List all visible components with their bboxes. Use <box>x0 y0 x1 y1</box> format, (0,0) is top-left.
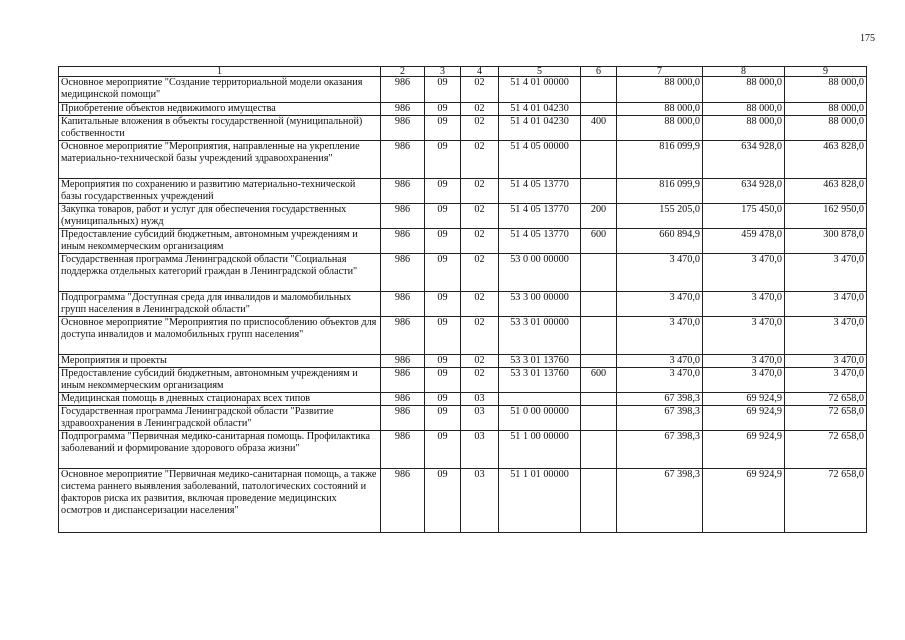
amount-col9: 3 470,0 <box>785 368 867 393</box>
amount-col8: 69 924,9 <box>703 406 785 431</box>
table-row <box>59 204 867 229</box>
code-target-article: 51 4 05 00000 <box>499 141 581 179</box>
amount-col9: 463 828,0 <box>785 141 867 179</box>
code-section: 09 <box>425 204 461 229</box>
amount-col7: 67 398,3 <box>617 431 703 469</box>
row-name: Предоставление субсидий бюджетным, автономным учреждениям и иным некоммерческим организациям <box>59 229 381 254</box>
amount-col9: 88 000,0 <box>785 77 867 103</box>
code-target-article: 51 4 05 13770 <box>499 204 581 229</box>
amount-col7: 88 000,0 <box>617 77 703 103</box>
amount-col9: 3 470,0 <box>785 317 867 355</box>
row-name: Основное мероприятие "Создание территориальной модели оказания медицинской помощи" <box>59 77 381 103</box>
code-section: 09 <box>425 292 461 317</box>
code-subsection: 02 <box>461 292 499 317</box>
row-name: Основное мероприятие "Мероприятия, направленные на укрепление материально-технической базы учреждений здравоохранения" <box>59 141 381 179</box>
code-expense-type <box>581 393 617 406</box>
code-subsection: 02 <box>461 77 499 103</box>
code-subsection: 02 <box>461 179 499 204</box>
code-target-article: 53 3 00 00000 <box>499 292 581 317</box>
code-expense-type: 600 <box>581 368 617 393</box>
row-name: Мероприятия по сохранению и развитию материально-технической базы государственных учреждений <box>59 179 381 204</box>
row-name: Приобретение объектов недвижимого имущества <box>59 103 381 116</box>
row-name: Подпрограмма "Первичная медико-санитарная помощь. Профилактика заболеваний и формирование здорового образа жизни" <box>59 431 381 469</box>
code-admin: 986 <box>381 393 425 406</box>
amount-col7: 3 470,0 <box>617 317 703 355</box>
code-subsection: 03 <box>461 393 499 406</box>
code-target-article: 51 4 01 04230 <box>499 116 581 141</box>
table-row <box>59 103 867 116</box>
row-name: Основное мероприятие "Первичная медико-санитарная помощь, а также система раннего выявления заболеваний, патологических состояний и факторов риска их развития, включая проведение медицинских осмотров и диспансеризации населения" <box>59 469 381 533</box>
code-subsection: 03 <box>461 406 499 431</box>
amount-col9: 88 000,0 <box>785 103 867 116</box>
code-admin: 986 <box>381 317 425 355</box>
amount-col8: 634 928,0 <box>703 141 785 179</box>
amount-col9: 3 470,0 <box>785 254 867 292</box>
amount-col9: 72 658,0 <box>785 406 867 431</box>
amount-col9: 72 658,0 <box>785 393 867 406</box>
amount-col7: 67 398,3 <box>617 469 703 533</box>
amount-col8: 3 470,0 <box>703 317 785 355</box>
table-row <box>59 229 867 254</box>
col-header: 6 <box>581 67 617 77</box>
amount-col8: 3 470,0 <box>703 254 785 292</box>
row-name: Закупка товаров, работ и услуг для обеспечения государственных (муниципальных) нужд <box>59 204 381 229</box>
table-row <box>59 355 867 368</box>
amount-col8: 3 470,0 <box>703 292 785 317</box>
page-number: 175 <box>860 33 875 44</box>
code-admin: 986 <box>381 77 425 103</box>
code-expense-type <box>581 406 617 431</box>
col-header: 1 <box>59 67 381 77</box>
code-subsection: 02 <box>461 204 499 229</box>
code-expense-type <box>581 141 617 179</box>
code-admin: 986 <box>381 292 425 317</box>
code-section: 09 <box>425 355 461 368</box>
code-subsection: 02 <box>461 103 499 116</box>
amount-col8: 69 924,9 <box>703 469 785 533</box>
code-target-article: 51 0 00 00000 <box>499 406 581 431</box>
col-header: 7 <box>617 67 703 77</box>
code-target-article: 51 1 00 00000 <box>499 431 581 469</box>
row-name: Государственная программа Ленинградской области "Социальная поддержка отдельных категорий граждан в Ленинградской области" <box>59 254 381 292</box>
code-expense-type: 600 <box>581 229 617 254</box>
amount-col8: 634 928,0 <box>703 179 785 204</box>
code-section: 09 <box>425 431 461 469</box>
row-name: Мероприятия и проекты <box>59 355 381 368</box>
table-row <box>59 368 867 393</box>
header-row <box>59 67 867 77</box>
code-subsection: 02 <box>461 317 499 355</box>
code-target-article: 53 3 01 00000 <box>499 317 581 355</box>
code-admin: 986 <box>381 103 425 116</box>
code-section: 09 <box>425 469 461 533</box>
code-subsection: 02 <box>461 116 499 141</box>
code-subsection: 02 <box>461 355 499 368</box>
amount-col8: 175 450,0 <box>703 204 785 229</box>
code-section: 09 <box>425 406 461 431</box>
code-section: 09 <box>425 179 461 204</box>
code-admin: 986 <box>381 116 425 141</box>
code-target-article: 53 0 00 00000 <box>499 254 581 292</box>
code-expense-type <box>581 469 617 533</box>
code-subsection: 02 <box>461 141 499 179</box>
code-target-article: 51 4 01 00000 <box>499 77 581 103</box>
amount-col7: 3 470,0 <box>617 368 703 393</box>
row-name: Предоставление субсидий бюджетным, автономным учреждениям и иным некоммерческим организациям <box>59 368 381 393</box>
amount-col7: 67 398,3 <box>617 393 703 406</box>
amount-col7: 3 470,0 <box>617 292 703 317</box>
amount-col7: 88 000,0 <box>617 116 703 141</box>
code-admin: 986 <box>381 141 425 179</box>
amount-col9: 72 658,0 <box>785 431 867 469</box>
amount-col7: 816 099,9 <box>617 141 703 179</box>
code-target-article: 51 1 01 00000 <box>499 469 581 533</box>
amount-col7: 816 099,9 <box>617 179 703 204</box>
amount-col7: 660 894,9 <box>617 229 703 254</box>
amount-col9: 3 470,0 <box>785 355 867 368</box>
amount-col8: 3 470,0 <box>703 368 785 393</box>
col-header: 4 <box>461 67 499 77</box>
code-subsection: 03 <box>461 431 499 469</box>
col-header: 3 <box>425 67 461 77</box>
amount-col9: 3 470,0 <box>785 292 867 317</box>
table-row <box>59 317 867 355</box>
table-row <box>59 469 867 533</box>
row-name: Капитальные вложения в объекты государственной (муниципальной) собственности <box>59 116 381 141</box>
code-section: 09 <box>425 254 461 292</box>
table-body <box>59 67 867 533</box>
code-section: 09 <box>425 77 461 103</box>
code-section: 09 <box>425 317 461 355</box>
budget-table <box>58 66 867 533</box>
amount-col8: 88 000,0 <box>703 103 785 116</box>
code-expense-type <box>581 103 617 116</box>
code-expense-type <box>581 317 617 355</box>
code-target-article <box>499 393 581 406</box>
table-row <box>59 77 867 103</box>
amount-col9: 72 658,0 <box>785 469 867 533</box>
table-row <box>59 406 867 431</box>
code-expense-type: 400 <box>581 116 617 141</box>
code-expense-type <box>581 355 617 368</box>
row-name: Медицинская помощь в дневных стационарах всех типов <box>59 393 381 406</box>
code-admin: 986 <box>381 179 425 204</box>
code-target-article: 51 4 05 13770 <box>499 179 581 204</box>
code-section: 09 <box>425 103 461 116</box>
amount-col7: 67 398,3 <box>617 406 703 431</box>
amount-col9: 162 950,0 <box>785 204 867 229</box>
code-expense-type <box>581 179 617 204</box>
code-target-article: 53 3 01 13760 <box>499 355 581 368</box>
amount-col9: 88 000,0 <box>785 116 867 141</box>
code-admin: 986 <box>381 355 425 368</box>
code-expense-type <box>581 77 617 103</box>
code-expense-type <box>581 431 617 469</box>
row-name: Основное мероприятие "Мероприятия по приспособлению объектов для доступа инвалидов и маломобильных групп населения" <box>59 317 381 355</box>
code-admin: 986 <box>381 406 425 431</box>
code-admin: 986 <box>381 204 425 229</box>
table-row <box>59 179 867 204</box>
code-subsection: 03 <box>461 469 499 533</box>
code-admin: 986 <box>381 229 425 254</box>
code-target-article: 51 4 01 04230 <box>499 103 581 116</box>
amount-col7: 3 470,0 <box>617 254 703 292</box>
code-admin: 986 <box>381 469 425 533</box>
code-expense-type <box>581 254 617 292</box>
code-subsection: 02 <box>461 368 499 393</box>
amount-col8: 88 000,0 <box>703 77 785 103</box>
code-section: 09 <box>425 229 461 254</box>
code-section: 09 <box>425 141 461 179</box>
code-target-article: 53 3 01 13760 <box>499 368 581 393</box>
amount-col8: 69 924,9 <box>703 431 785 469</box>
table-row <box>59 141 867 179</box>
code-section: 09 <box>425 393 461 406</box>
table-row <box>59 254 867 292</box>
col-header: 2 <box>381 67 425 77</box>
amount-col8: 459 478,0 <box>703 229 785 254</box>
table-row <box>59 393 867 406</box>
code-subsection: 02 <box>461 254 499 292</box>
col-header: 9 <box>785 67 867 77</box>
table-row <box>59 431 867 469</box>
amount-col9: 300 878,0 <box>785 229 867 254</box>
table-row <box>59 292 867 317</box>
code-subsection: 02 <box>461 229 499 254</box>
code-admin: 986 <box>381 254 425 292</box>
col-header: 5 <box>499 67 581 77</box>
row-name: Подпрограмма "Доступная среда для инвалидов и маломобильных групп населения в Ленинградской области" <box>59 292 381 317</box>
amount-col8: 88 000,0 <box>703 116 785 141</box>
amount-col7: 155 205,0 <box>617 204 703 229</box>
row-name: Государственная программа Ленинградской области "Развитие здравоохранения в Ленинградской области" <box>59 406 381 431</box>
code-section: 09 <box>425 116 461 141</box>
amount-col7: 88 000,0 <box>617 103 703 116</box>
code-admin: 986 <box>381 368 425 393</box>
amount-col8: 69 924,9 <box>703 393 785 406</box>
col-header: 8 <box>703 67 785 77</box>
amount-col7: 3 470,0 <box>617 355 703 368</box>
code-expense-type <box>581 292 617 317</box>
code-section: 09 <box>425 368 461 393</box>
code-admin: 986 <box>381 431 425 469</box>
amount-col8: 3 470,0 <box>703 355 785 368</box>
code-expense-type: 200 <box>581 204 617 229</box>
amount-col9: 463 828,0 <box>785 179 867 204</box>
table-row <box>59 116 867 141</box>
code-target-article: 51 4 05 13770 <box>499 229 581 254</box>
